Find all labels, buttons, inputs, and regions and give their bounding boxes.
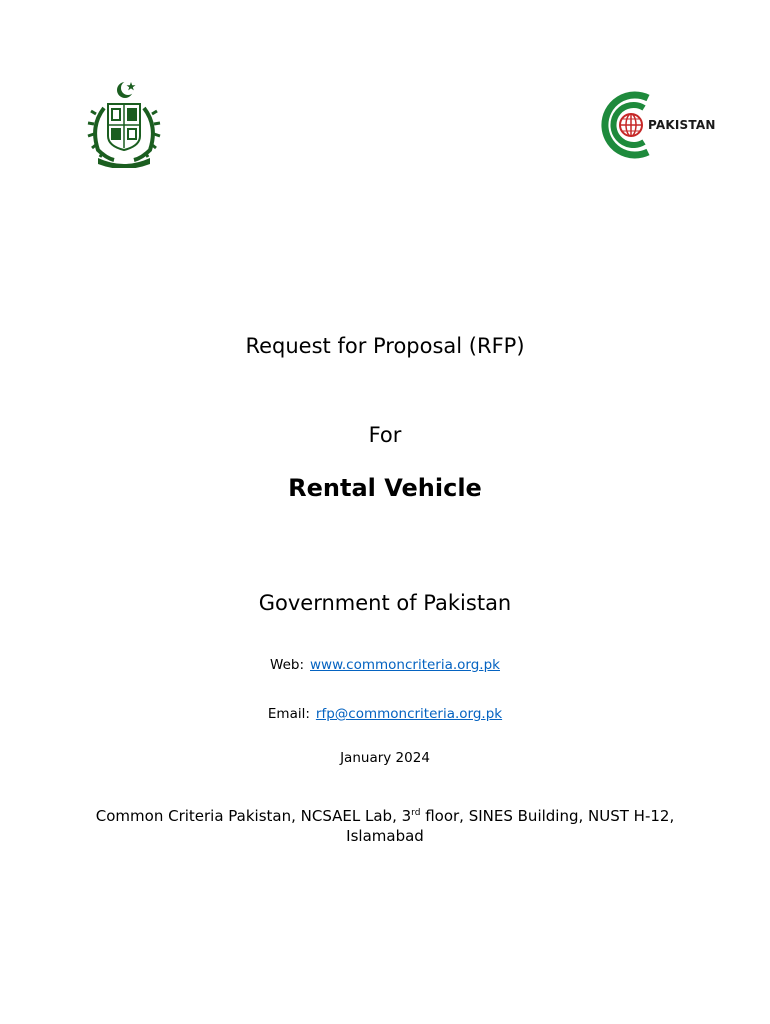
document-date: January 2024 bbox=[340, 750, 430, 766]
web-link[interactable]: www.commoncriteria.org.pk bbox=[310, 657, 500, 673]
web-line bbox=[0, 657, 770, 673]
state-emblem-icon bbox=[84, 78, 164, 168]
common-criteria-logo bbox=[594, 88, 734, 162]
web-label: Web: bbox=[270, 657, 304, 673]
address-superscript: rd bbox=[411, 808, 421, 818]
for-label: For bbox=[368, 423, 402, 447]
address-line-2: Islamabad bbox=[346, 827, 424, 845]
address-line-1 bbox=[60, 806, 710, 826]
email-label: Email: bbox=[267, 706, 310, 722]
address-block bbox=[60, 806, 710, 846]
address-part-2: floor, SINES Building, NUST H-12, bbox=[420, 807, 675, 825]
document-subject: Rental Vehicle bbox=[288, 474, 482, 502]
email-line bbox=[0, 706, 770, 722]
address-part-1: Common Criteria Pakistan, NCSAEL Lab, 3 bbox=[95, 807, 412, 825]
organization-name: Government of Pakistan bbox=[258, 591, 512, 615]
logo-text: PAKISTAN bbox=[648, 118, 716, 132]
document-title: Request for Proposal (RFP) bbox=[245, 334, 525, 358]
email-link[interactable]: rfp@commoncriteria.org.pk bbox=[315, 706, 503, 722]
